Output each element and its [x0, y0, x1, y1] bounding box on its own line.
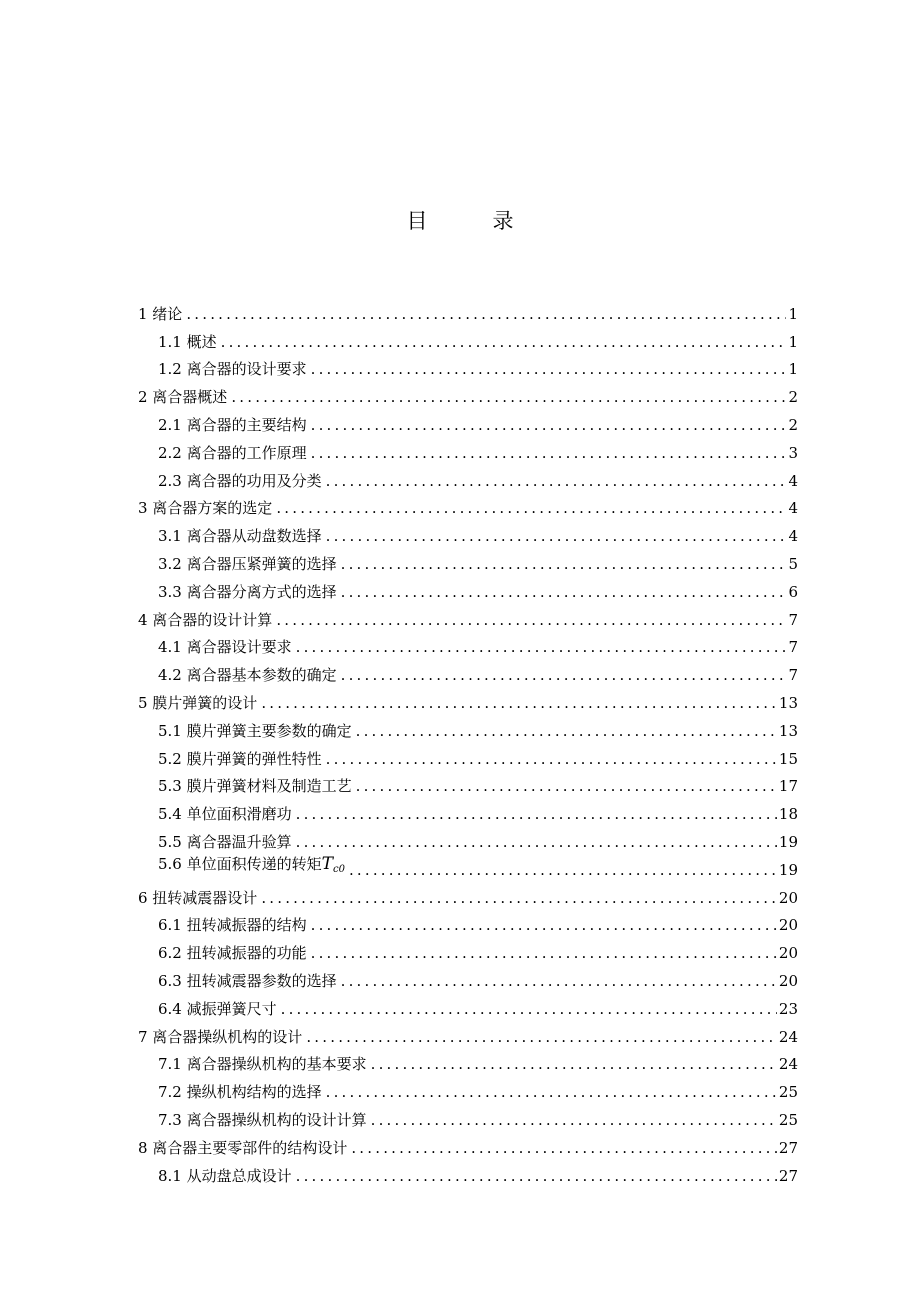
toc-entry-label-text: 5.3 膜片弹簧材料及制造工艺: [158, 777, 352, 796]
toc-entry[interactable]: [138, 379, 798, 407]
toc-entry-page-number: 17: [778, 777, 798, 796]
toc-entry[interactable]: [138, 824, 798, 852]
toc-entry-label: [158, 971, 341, 991]
toc-entry-page-number: 4: [788, 471, 798, 490]
toc-entry-label: [158, 776, 356, 796]
toc-entry-label: [158, 804, 296, 824]
toc-entry[interactable]: [138, 1074, 798, 1102]
toc-entry-label: [158, 1054, 371, 1074]
toc-entry-leader-dots: [341, 554, 787, 574]
toc-entry-label: [158, 1166, 296, 1186]
toc-entry-page-number: 20: [778, 888, 798, 907]
toc-entry[interactable]: [138, 1102, 798, 1130]
toc-entry-page-number: 20: [778, 944, 798, 963]
toc-entry-page-number: 7: [788, 638, 798, 657]
toc-entry-leader-dots: [326, 526, 787, 546]
toc-entry-label: [138, 304, 186, 324]
toc-entry-page-number: 18: [778, 805, 798, 824]
toc-entry-label-text: 7 离合器操纵机构的设计: [138, 1027, 303, 1046]
toc-entry-page-number: 23: [778, 999, 798, 1018]
toc-entry-page-number: 24: [778, 1027, 798, 1046]
toc-entry[interactable]: [138, 1019, 798, 1047]
toc-entry[interactable]: [138, 685, 798, 713]
toc-entry-label-text: 4 离合器的设计计算: [138, 610, 273, 629]
toc-entry[interactable]: [138, 574, 798, 602]
toc-entry-label: [158, 443, 311, 463]
toc-entry-label-text: 1 绪论: [138, 304, 183, 323]
toc-entry-leader-dots: [341, 665, 787, 685]
toc-entry-label: [158, 582, 341, 602]
toc-entry-page-number: 24: [778, 1055, 798, 1074]
toc-entry-page-number: 4: [788, 499, 798, 518]
toc-entry-leader-dots: [276, 610, 786, 630]
toc-entry-leader-dots: [371, 1110, 777, 1130]
toc-entry-label: [138, 1027, 306, 1047]
toc-entry-label: [158, 854, 349, 880]
toc-entry-leader-dots: [311, 359, 787, 379]
toc-entry-math-subscript: c0: [332, 863, 345, 875]
toc-entry[interactable]: [138, 463, 798, 491]
toc-entry[interactable]: [138, 796, 798, 824]
toc-entry-label: [158, 637, 296, 657]
toc-entry-leader-dots: [371, 1054, 777, 1074]
toc-entry-label-text: 6.4 减振弹簧尺寸: [158, 999, 277, 1018]
toc-entry-label-text: 5.2 膜片弹簧的弹性特性: [158, 749, 322, 768]
toc-entry-page-number: 7: [788, 666, 798, 685]
toc-entry-label: [158, 415, 311, 435]
toc-entry-label-text: 3.1 离合器从动盘数选择: [158, 527, 322, 546]
toc-entry-label-text: 7.3 离合器操纵机构的设计计算: [158, 1110, 367, 1129]
toc-entry-label-text: 2.2 离合器的工作原理: [158, 443, 307, 462]
toc-entry-leader-dots: [326, 471, 787, 491]
toc-entry-leader-dots: [356, 721, 777, 741]
toc-entry-leader-dots: [276, 498, 786, 518]
toc-entry[interactable]: [138, 1047, 798, 1075]
toc-entry-leader-dots: [326, 1082, 777, 1102]
toc-entry-label: [158, 1110, 371, 1130]
toc-entry-page-number: 25: [778, 1083, 798, 1102]
toc-entry-label-text: 8.1 从动盘总成设计: [158, 1166, 292, 1185]
toc-entry-leader-dots: [296, 804, 777, 824]
toc-entry-leader-dots: [311, 943, 777, 963]
toc-entry-label: [158, 471, 326, 491]
toc-entry-leader-dots: [306, 1027, 777, 1047]
toc-entry[interactable]: [138, 324, 798, 352]
toc-entry-label-text: 6.3 扭转减震器参数的选择: [158, 971, 337, 990]
toc-entry-leader-dots: [296, 832, 777, 852]
toc-entry-leader-dots: [296, 1166, 777, 1186]
toc-entry-label-text: 4.2 离合器基本参数的确定: [158, 666, 337, 685]
toc-entry-leader-dots: [311, 915, 777, 935]
toc-entry[interactable]: [138, 935, 798, 963]
toc-entry-label-text: 5.4 单位面积滑磨功: [158, 805, 292, 824]
toc-entry-label: [138, 498, 276, 518]
toc-entry-page-number: 1: [788, 304, 798, 323]
toc-entry-leader-dots: [221, 332, 787, 352]
toc-entry-label-text: 3.2 离合器压紧弹簧的选择: [158, 554, 337, 573]
toc-entry-page-number: 5: [788, 554, 798, 573]
toc-entry-leader-dots: [349, 860, 777, 880]
toc-entry[interactable]: [138, 491, 798, 519]
toc-entry[interactable]: [138, 602, 798, 630]
toc-entry-leader-dots: [341, 582, 787, 602]
toc-entry-page-number: 3: [788, 443, 798, 462]
toc-entry-page-number: 20: [778, 971, 798, 990]
toc-entry-page-number: 6: [788, 582, 798, 601]
toc-entry-leader-dots: [311, 415, 787, 435]
toc-entry-label-text: 6 扭转减震器设计: [138, 888, 258, 907]
toc-entry-page-number: 13: [778, 721, 798, 740]
toc-entry-label-text: 2 离合器概述: [138, 388, 228, 407]
toc-list: [138, 296, 798, 1186]
toc-entry-page-number: 2: [788, 415, 798, 434]
toc-entry-leader-dots: [261, 693, 777, 713]
toc-entry[interactable]: [138, 352, 798, 380]
toc-entry-page-number: 27: [778, 1166, 798, 1185]
toc-entry-page-number: 19: [778, 832, 798, 851]
toc-entry-label: [138, 888, 261, 908]
toc-entry[interactable]: [138, 908, 798, 936]
toc-entry-label-text: 7.2 操纵机构结构的选择: [158, 1083, 322, 1102]
toc-entry-leader-dots: [311, 443, 787, 463]
toc-entry-label: [158, 554, 341, 574]
toc-entry-label: [138, 610, 276, 630]
toc-entry-page-number: 25: [778, 1110, 798, 1129]
toc-entry-label-text: 5.5 离合器温升验算: [158, 832, 292, 851]
toc-entry-label-text: 5.1 膜片弹簧主要参数的确定: [158, 721, 352, 740]
toc-entry-label-text: 5.6 单位面积传递的转矩: [158, 854, 322, 873]
toc-entry-page-number: 13: [778, 693, 798, 712]
toc-entry-label-text: 3 离合器方案的选定: [138, 499, 273, 518]
toc-entry-label: [158, 915, 311, 935]
toc-entry-label: [158, 332, 221, 352]
toc-entry-leader-dots: [326, 749, 777, 769]
toc-entry-math-symbol: T: [321, 853, 333, 874]
toc-entry-label-text: 8 离合器主要零部件的结构设计: [138, 1138, 348, 1157]
toc-entry-label: [158, 526, 326, 546]
toc-entry-label: [158, 359, 311, 379]
toc-entry-label: [158, 943, 311, 963]
toc-entry[interactable]: [138, 1130, 798, 1158]
toc-entry-page-number: 20: [778, 916, 798, 935]
toc-entry-page-number: 1: [788, 360, 798, 379]
toc-entry-leader-dots: [341, 971, 777, 991]
toc-entry-label: [158, 999, 281, 1019]
toc-entry-label: [138, 693, 261, 713]
toc-entry-label: [158, 665, 341, 685]
toc-entry-label-text: 6.2 扭转减振器的功能: [158, 944, 307, 963]
toc-entry-page-number: 27: [778, 1138, 798, 1157]
toc-entry[interactable]: [138, 296, 798, 324]
toc-entry[interactable]: [138, 657, 798, 685]
toc-entry-leader-dots: [231, 387, 786, 407]
toc-entry[interactable]: [138, 630, 798, 658]
toc-entry-leader-dots: [296, 637, 787, 657]
toc-entry-page-number: 4: [788, 527, 798, 546]
toc-entry-leader-dots: [281, 999, 777, 1019]
toc-entry[interactable]: [138, 741, 798, 769]
toc-entry[interactable]: [138, 963, 798, 991]
toc-entry-page-number: 19: [778, 860, 798, 879]
toc-entry[interactable]: [138, 880, 798, 908]
toc-entry-page-number: 2: [788, 388, 798, 407]
toc-entry[interactable]: [138, 518, 798, 546]
toc-entry-label: [158, 749, 326, 769]
toc-entry-label: [158, 1082, 326, 1102]
toc-entry-label-text: 2.1 离合器的主要结构: [158, 415, 307, 434]
toc-entry[interactable]: [138, 407, 798, 435]
toc-entry-page-number: 15: [778, 749, 798, 768]
toc-entry-leader-dots: [186, 304, 786, 324]
toc-entry-label: [138, 1138, 351, 1158]
toc-entry[interactable]: [138, 991, 798, 1019]
toc-entry[interactable]: [138, 852, 798, 880]
toc-entry-leader-dots: [261, 888, 777, 908]
toc-entry-page-number: 7: [788, 610, 798, 629]
toc-entry[interactable]: [138, 546, 798, 574]
toc-entry[interactable]: [138, 769, 798, 797]
toc-entry-label-text: 2.3 离合器的功用及分类: [158, 471, 322, 490]
toc-entry-leader-dots: [356, 776, 777, 796]
toc-entry-label: [138, 387, 231, 407]
toc-entry[interactable]: [138, 713, 798, 741]
toc-entry-page-number: 1: [788, 332, 798, 351]
toc-entry-label-text: 5 膜片弹簧的设计: [138, 693, 258, 712]
toc-entry-label-text: 7.1 离合器操纵机构的基本要求: [158, 1055, 367, 1074]
toc-entry-label-text: 4.1 离合器设计要求: [158, 638, 292, 657]
toc-entry-label-text: 6.1 扭转减振器的结构: [158, 916, 307, 935]
toc-entry-label: [158, 832, 296, 852]
toc-entry[interactable]: [138, 435, 798, 463]
toc-title: 目 录: [406, 209, 536, 233]
toc-entry-label-text: 1.2 离合器的设计要求: [158, 360, 307, 379]
toc-entry-label: [158, 721, 356, 741]
toc-entry-leader-dots: [351, 1138, 777, 1158]
toc-entry[interactable]: [138, 1158, 798, 1186]
toc-entry-label-text: 1.1 概述: [158, 332, 217, 351]
toc-entry-label-text: 3.3 离合器分离方式的选择: [158, 582, 337, 601]
